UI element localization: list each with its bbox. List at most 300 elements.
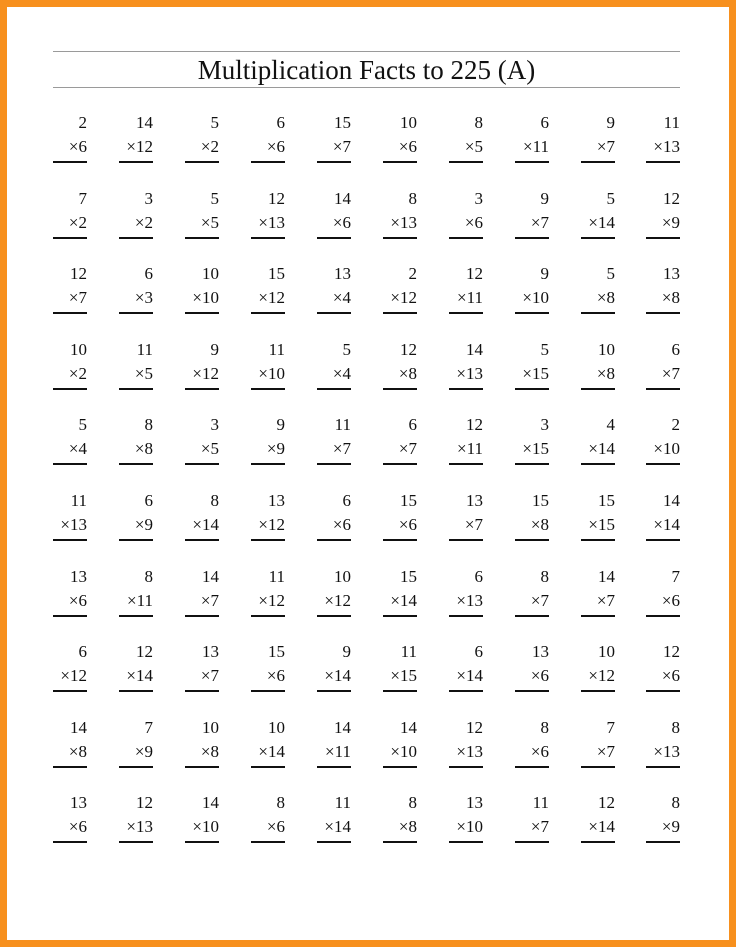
problem-multiplicand: 13 [532, 642, 549, 662]
problem [383, 567, 417, 627]
problem [185, 491, 219, 551]
problem-multiplier: ×6 [661, 666, 680, 686]
answer-line [515, 463, 549, 465]
problem [581, 491, 615, 551]
problem-multiplier: ×12 [258, 515, 285, 534]
problem-multiplicand: 7 [144, 717, 153, 737]
problem-multiplier: ×2 [200, 137, 219, 156]
problem-multiplier: ×12 [192, 363, 219, 383]
answer-line [119, 841, 153, 843]
problem [383, 718, 417, 778]
problem-multiplier: ×6 [398, 515, 417, 534]
problem [449, 340, 483, 400]
problem-multiplicand: 12 [466, 415, 483, 435]
answer-line [53, 463, 87, 465]
problem-multiplier: ×8 [661, 288, 680, 308]
answer-line [119, 690, 153, 692]
problem-multiplier: ×6 [661, 590, 680, 610]
problem-multiplier: ×6 [464, 212, 483, 232]
answer-line [383, 388, 417, 390]
problem-multiplicand: 6 [78, 642, 87, 662]
answer-line [449, 463, 483, 465]
problem-multiplier: ×6 [266, 137, 285, 156]
problem-multiplicand: 5 [540, 339, 549, 359]
problem-multiplicand: 10 [400, 113, 417, 132]
problem-multiplicand: 15 [334, 113, 351, 132]
problem-multiplier: ×9 [661, 817, 680, 837]
answer-line [185, 237, 219, 239]
problem-multiplier: ×14 [588, 439, 615, 459]
problem-multiplicand: 15 [532, 491, 549, 510]
problem-multiplicand: 15 [268, 264, 285, 284]
problem-multiplicand: 13 [70, 566, 87, 586]
problem-multiplicand: 11 [136, 339, 153, 359]
answer-line [581, 766, 615, 768]
problem-multiplicand: 14 [334, 188, 351, 208]
problem-multiplier: ×12 [588, 666, 615, 686]
answer-line [581, 237, 615, 239]
problem [581, 567, 615, 627]
problem-multiplicand: 8 [210, 491, 219, 510]
problem-multiplier: ×7 [398, 439, 417, 459]
answer-line [646, 615, 680, 617]
problem [383, 189, 417, 249]
problem [449, 567, 483, 627]
problem-multiplier: ×7 [530, 817, 549, 837]
answer-line [251, 161, 285, 163]
problem-multiplicand: 14 [136, 113, 153, 132]
problem-multiplicand: 8 [671, 793, 680, 813]
problem-multiplier: ×12 [390, 288, 417, 308]
problem-multiplier: ×14 [192, 515, 219, 534]
answer-line [251, 766, 285, 768]
problem-multiplier: ×10 [390, 741, 417, 761]
answer-line [251, 463, 285, 465]
problem-multiplicand: 8 [144, 415, 153, 435]
problem [119, 642, 153, 702]
problem [185, 718, 219, 778]
answer-line [449, 312, 483, 314]
problem-multiplier: ×6 [68, 137, 87, 156]
problem [251, 793, 285, 853]
problem [646, 491, 680, 551]
problem-multiplicand: 14 [334, 717, 351, 737]
problem-multiplicand: 9 [606, 113, 615, 132]
problem-multiplier: ×14 [126, 666, 153, 686]
answer-line [515, 388, 549, 390]
problem-multiplier: ×2 [134, 212, 153, 232]
problem [53, 567, 87, 627]
problem [383, 642, 417, 702]
problem-multiplicand: 12 [598, 793, 615, 813]
problem-multiplier: ×9 [266, 439, 285, 459]
problem [646, 113, 680, 173]
problem-multiplicand: 3 [474, 188, 483, 208]
answer-line [646, 841, 680, 843]
problem [646, 415, 680, 475]
answer-line [119, 766, 153, 768]
problem-multiplicand: 12 [466, 264, 483, 284]
problem-multiplicand: 14 [202, 566, 219, 586]
problem-multiplier: ×10 [192, 288, 219, 308]
problem [317, 491, 351, 551]
answer-line [53, 690, 87, 692]
problem-multiplier: ×8 [134, 439, 153, 459]
problem-multiplier: ×14 [588, 212, 615, 232]
problem [515, 642, 549, 702]
answer-line [581, 615, 615, 617]
answer-line [449, 615, 483, 617]
problem-multiplier: ×5 [200, 439, 219, 459]
answer-line [119, 615, 153, 617]
answer-line [383, 841, 417, 843]
problem [251, 264, 285, 324]
answer-line [646, 539, 680, 541]
problem [317, 567, 351, 627]
problem-multiplier: ×8 [200, 741, 219, 761]
problem [53, 415, 87, 475]
problem-multiplicand: 5 [210, 113, 219, 132]
problem-multiplicand: 10 [598, 642, 615, 662]
problem-multiplicand: 12 [136, 642, 153, 662]
answer-line [53, 615, 87, 617]
problem-multiplier: ×7 [661, 363, 680, 383]
problem [515, 718, 549, 778]
problem [646, 642, 680, 702]
answer-line [317, 463, 351, 465]
problem [515, 189, 549, 249]
answer-line [581, 539, 615, 541]
problem-multiplicand: 15 [400, 491, 417, 510]
problem-multiplicand: 11 [400, 642, 417, 662]
problem-multiplier: ×14 [588, 817, 615, 837]
problem-multiplier: ×7 [332, 137, 351, 156]
problem [581, 415, 615, 475]
answer-line [515, 237, 549, 239]
answer-line [119, 463, 153, 465]
problem [449, 718, 483, 778]
problem-multiplicand: 14 [598, 566, 615, 586]
answer-line [449, 539, 483, 541]
problem-multiplicand: 14 [663, 491, 680, 510]
problem-multiplier: ×2 [68, 212, 87, 232]
answer-line [251, 388, 285, 390]
problem-multiplicand: 14 [400, 717, 417, 737]
problem-multiplicand: 12 [268, 188, 285, 208]
problem [119, 113, 153, 173]
problem-multiplicand: 2 [78, 113, 87, 132]
answer-line [515, 312, 549, 314]
problem-multiplicand: 11 [334, 793, 351, 813]
problem-multiplier: ×13 [456, 590, 483, 610]
problem [317, 793, 351, 853]
answer-line [383, 237, 417, 239]
problem-multiplier: ×6 [68, 590, 87, 610]
problem-multiplicand: 13 [466, 793, 483, 813]
problem [317, 113, 351, 173]
problem-multiplicand: 3 [144, 188, 153, 208]
problem [119, 567, 153, 627]
problem-multiplicand: 7 [78, 188, 87, 208]
problem-multiplier: ×13 [60, 515, 87, 534]
answer-line [317, 161, 351, 163]
problem-multiplicand: 14 [466, 339, 483, 359]
problem [251, 567, 285, 627]
problem-multiplicand: 8 [474, 113, 483, 132]
problem-multiplier: ×14 [324, 666, 351, 686]
problem [251, 718, 285, 778]
problem [251, 415, 285, 475]
answer-line [383, 539, 417, 541]
problem-multiplicand: 7 [671, 566, 680, 586]
problem-multiplicand: 15 [400, 566, 417, 586]
problem-multiplier: ×13 [126, 817, 153, 837]
problem-multiplier: ×9 [661, 212, 680, 232]
problem-multiplicand: 6 [144, 264, 153, 284]
answer-line [185, 161, 219, 163]
problem-multiplicand: 2 [671, 415, 680, 435]
problem [383, 415, 417, 475]
problem [251, 113, 285, 173]
problem-multiplicand: 13 [268, 491, 285, 510]
problem-multiplier: ×14 [390, 590, 417, 610]
answer-line [383, 463, 417, 465]
answer-line [317, 766, 351, 768]
problem-multiplier: ×2 [68, 363, 87, 383]
answer-line [449, 161, 483, 163]
problem-multiplier: ×7 [200, 590, 219, 610]
answer-line [383, 312, 417, 314]
problem [383, 491, 417, 551]
problem-multiplicand: 6 [540, 113, 549, 132]
problem [185, 567, 219, 627]
problem [317, 642, 351, 702]
problem-multiplicand: 13 [202, 642, 219, 662]
answer-line [449, 237, 483, 239]
problem-multiplicand: 11 [70, 491, 87, 510]
answer-line [119, 237, 153, 239]
problem [646, 264, 680, 324]
problem-multiplier: ×11 [457, 439, 483, 459]
problem-multiplier: ×7 [596, 590, 615, 610]
problem-multiplier: ×10 [258, 363, 285, 383]
problem [383, 113, 417, 173]
answer-line [317, 841, 351, 843]
problem [251, 189, 285, 249]
problem-multiplier: ×7 [596, 137, 615, 156]
problem-multiplier: ×11 [127, 590, 153, 610]
problem [383, 793, 417, 853]
problem-multiplicand: 2 [408, 264, 417, 284]
problem-multiplicand: 8 [408, 793, 417, 813]
answer-line [119, 388, 153, 390]
answer-line [251, 539, 285, 541]
problem-multiplier: ×13 [258, 212, 285, 232]
problem [449, 264, 483, 324]
problem-multiplier: ×15 [522, 363, 549, 383]
problem-multiplier: ×7 [200, 666, 219, 686]
problem-multiplier: ×13 [653, 137, 680, 156]
problem [383, 264, 417, 324]
problem [581, 340, 615, 400]
problem-multiplicand: 10 [598, 339, 615, 359]
answer-line [251, 237, 285, 239]
problem-multiplicand: 6 [474, 642, 483, 662]
answer-line [646, 388, 680, 390]
answer-line [646, 463, 680, 465]
problem-multiplicand: 10 [202, 717, 219, 737]
problem [251, 340, 285, 400]
problem [449, 491, 483, 551]
problem [383, 340, 417, 400]
problem-multiplier: ×14 [653, 515, 680, 534]
problem-multiplicand: 3 [210, 415, 219, 435]
problem [515, 567, 549, 627]
answer-line [251, 312, 285, 314]
answer-line [185, 766, 219, 768]
answer-line [515, 766, 549, 768]
problem-multiplier: ×7 [530, 590, 549, 610]
answer-line [119, 312, 153, 314]
problem-multiplier: ×14 [456, 666, 483, 686]
problem-multiplier: ×13 [456, 741, 483, 761]
problem-multiplicand: 13 [70, 793, 87, 813]
answer-line [515, 615, 549, 617]
problem-multiplicand: 13 [663, 264, 680, 284]
problem [317, 718, 351, 778]
problem-multiplier: ×8 [530, 515, 549, 534]
problem-multiplier: ×7 [464, 515, 483, 534]
problem-multiplicand: 12 [400, 339, 417, 359]
answer-line [449, 841, 483, 843]
problem [53, 718, 87, 778]
answer-line [53, 766, 87, 768]
problem [53, 340, 87, 400]
problem-multiplicand: 10 [202, 264, 219, 284]
problem-multiplicand: 14 [70, 717, 87, 737]
problem [53, 793, 87, 853]
problem-multiplier: ×9 [134, 515, 153, 534]
problem [119, 189, 153, 249]
answer-line [646, 161, 680, 163]
problem [317, 189, 351, 249]
problem-multiplicand: 5 [342, 339, 351, 359]
problem-multiplier: ×5 [200, 212, 219, 232]
problem-multiplier: ×10 [456, 817, 483, 837]
problem-multiplicand: 9 [276, 415, 285, 435]
problem-multiplicand: 8 [540, 566, 549, 586]
problem-multiplicand: 12 [70, 264, 87, 284]
problem-multiplier: ×11 [325, 741, 351, 761]
problem-multiplicand: 6 [276, 113, 285, 132]
problem [185, 642, 219, 702]
problem-multiplicand: 12 [663, 642, 680, 662]
problem-multiplicand: 8 [408, 188, 417, 208]
problem-multiplier: ×15 [522, 439, 549, 459]
problem-multiplicand: 10 [268, 717, 285, 737]
answer-line [646, 766, 680, 768]
answer-line [581, 463, 615, 465]
problem-multiplier: ×8 [398, 817, 417, 837]
answer-line [185, 388, 219, 390]
problem [449, 793, 483, 853]
answer-line [53, 237, 87, 239]
answer-line [53, 539, 87, 541]
problem [581, 718, 615, 778]
problem-multiplier: ×12 [60, 666, 87, 686]
problem [646, 718, 680, 778]
problem [515, 340, 549, 400]
problem-multiplier: ×8 [398, 363, 417, 383]
answer-line [185, 615, 219, 617]
problem [449, 189, 483, 249]
problem [646, 567, 680, 627]
problem-multiplier: ×6 [332, 515, 351, 534]
problem-multiplier: ×5 [464, 137, 483, 156]
page-title: Multiplication Facts to 225 (A) [197, 55, 536, 85]
answer-line [53, 841, 87, 843]
answer-line [317, 690, 351, 692]
problem-multiplier: ×6 [266, 817, 285, 837]
problem [515, 793, 549, 853]
problem-multiplier: ×14 [258, 741, 285, 761]
problem-multiplicand: 11 [334, 415, 351, 435]
problem [581, 793, 615, 853]
problem-multiplier: ×8 [596, 288, 615, 308]
problem [515, 415, 549, 475]
problem [317, 340, 351, 400]
problem-multiplicand: 15 [598, 491, 615, 510]
answer-line [53, 312, 87, 314]
problem-multiplier: ×6 [266, 666, 285, 686]
answer-line [515, 841, 549, 843]
problem-multiplicand: 7 [606, 717, 615, 737]
problem [53, 491, 87, 551]
answer-line [185, 539, 219, 541]
problem-multiplicand: 6 [144, 491, 153, 510]
problem-multiplicand: 6 [408, 415, 417, 435]
problem-multiplicand: 5 [210, 188, 219, 208]
problem [53, 113, 87, 173]
answer-line [185, 690, 219, 692]
problem-multiplier: ×10 [653, 439, 680, 459]
problem-multiplicand: 6 [671, 339, 680, 359]
answer-line [317, 312, 351, 314]
problem-multiplicand: 12 [466, 717, 483, 737]
problem-multiplier: ×7 [596, 741, 615, 761]
problem-multiplicand: 9 [342, 642, 351, 662]
problem-multiplier: ×6 [332, 212, 351, 232]
problem [185, 189, 219, 249]
problem [185, 415, 219, 475]
problem [119, 491, 153, 551]
answer-line [119, 539, 153, 541]
problem [317, 264, 351, 324]
answer-line [383, 766, 417, 768]
problem-multiplier: ×12 [258, 590, 285, 610]
problem-multiplier: ×14 [324, 817, 351, 837]
problem-multiplier: ×8 [68, 741, 87, 761]
problem-multiplier: ×15 [390, 666, 417, 686]
answer-line [515, 161, 549, 163]
answer-line [581, 312, 615, 314]
answer-line [317, 237, 351, 239]
answer-line [383, 161, 417, 163]
problem [185, 264, 219, 324]
problem-multiplicand: 6 [342, 491, 351, 510]
answer-line [646, 690, 680, 692]
problem-multiplicand: 13 [334, 264, 351, 284]
